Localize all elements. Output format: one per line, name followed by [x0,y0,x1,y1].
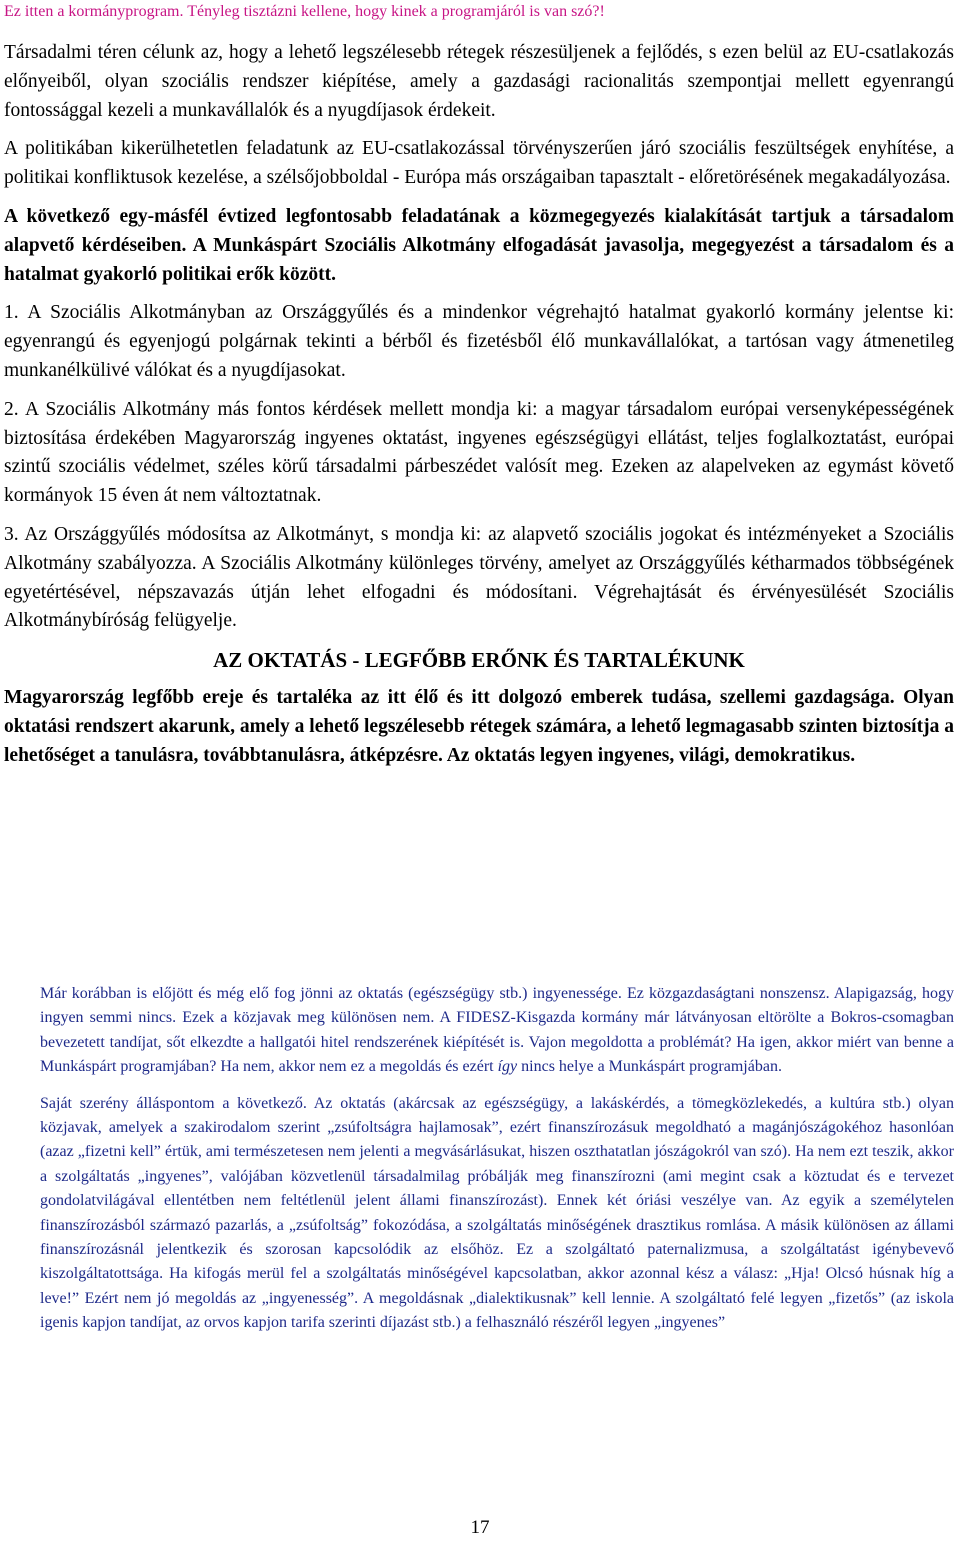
paragraph-social-goals: Társadalmi téren célunk az, hogy a lehető legszélesebb rétegek részesüljenek a fejlődés, s ezen belül az EU-csatlakozás előnyeiből, olyan szociális rendszer kiépítése, amely a gazdasági racionalitás szempontjai mellett egyenrangú fontossággal kezeli a munkavállalók és a nyugdíjasok érdekeit. [4,42,954,121]
top-annotation-comment: Ez itten a kormányprogram. Tényleg tisztázni kellene, hogy kinek a programjáról is van szó?! [4,3,605,20]
commentary-text: Már korábban is előjött és még elő fog jönni az oktatás (egészségügy stb.) ingyenessége. Ez közgazdaságtani nonszensz. Alapigazság, hogy ingyen semmi nincs. Ezek a közjavak meg különösen nem. A FIDESZ-Kisgazda kormány már látványosan eltörölte a Bokros-csomagban bevezetett tandíjat, sőt elkezdte a hallgatói hitel rendszerének kiépítését is. Vajon megoldotta a problémát? Ha igen, akkor miért van benne a Munkáspárt programjában? Ha nem, akkor nem ez a megoldás és ezért [40,985,954,1076]
commentary-emphasis: így [497,1058,518,1076]
paragraph-point-2: 2. A Szociális Alkotmány más fontos kérdések mellett mondja ki: a magyar társadalom európai versenyképességének biztosítása érdekében Magyarország ingyenes oktatást, ingyenes egészségügyi ellátást, teljes foglalkoztatást, európai szintű szociális védelmet, széles körű társadalmi párbeszédet valósít meg. Ezeken az alapelveken az egymást követő kormányok 15 éven át nem változtatnak. [4,398,954,507]
paragraph-consensus-bold: A következő egy-másfél évtized legfontosabb feladatának a közmegegyezés kialakítását tartjuk a társadalom alapvető kérdéseiben. A Munkáspárt Szociális Alkotmány elfogadását javasolja, megegyezést a társadalom és a hatalmat gyakorló politikai erők között. [4,205,954,285]
commentary-text: nincs helye a Munkáspárt programjában. [517,1058,782,1076]
paragraph-point-3: 3. Az Országgyűlés módosítsa az Alkotmányt, s mondja ki: az alapvető szociális jogokat és intézményeket a Szociális Alkotmány szabályozza. A Szociális Alkotmány különleges törvény, amelyet az Országgyűlés kétharmados többségének egyetértésével, népszavazás útján lehet elfogadni és módosítani. Végrehajtását és érvényesülését Szociális Alkotmánybíróság felügyelje. [4,523,954,632]
section-heading: AZ OKTATÁS - LEGFŐBB ERŐNK ÉS TARTALÉKUNK [213,648,745,673]
paragraph-education-bold: Magyarország legfőbb ereje és tartaléka az itt élő és itt dolgozó emberek tudása, szellemi gazdagsága. Olyan oktatási rendszert akarunk, amely a lehető legszélesebb rétegek számára, a lehető legmagasabb szinten biztosítja a lehetőséget a tanulásra, továbbtanulásra, átképzésre. Az oktatás legyen ingyenes, világi, demokratikus. [4,687,954,766]
paragraph-political-tasks: A politikában kikerülhetetlen feladatunk az EU-csatlakozással törvényszerűen járó szociális feszültségek enyhítése, a politikai konfliktusok kezelése, a szélsőjobboldal - Európa más országaiban tapasztalt - előretörésének megakadályozása. [4,138,954,189]
main-text-block [4,39,954,771]
commentary-paragraph-2: Saját szerény álláspontom a következő. Az oktatás (akárcsak az egészségügy, a lakáskérdés, a tömegközlekedés, a kultúra stb.) olyan közjavak, amelyek a szakirodalom szerint „zsúfoltságra hajlamosak”, ezért finanszírozásuk megoldható a magánjószágokéhoz hasonlóan (azaz „fizetni kell” értük, ami természetesen nem jelenti a megvásárlásukat, hiszen oszthatatlan jószágokról van szó). Ha nem ezt teszik, akkor a szolgáltatás „ingyenes”, valójában közvetlenül társadalmilag próbálják meg finanszírozni (ami megint csak a köztudat és e tervezet gondolatvilágával ellentétben nem feltétlenül jelent állami finanszírozást). Ennek két óriási veszélye van. Az egyik a személytelen finanszírozásból származó pazarlás, a „zsúfoltság” fokozódása, a szolgáltatás minőségének drasztikus romlása. A másik különösen az állami finanszírozásnál jelentkezik és szorosan kapcsolódik az elsőhöz. Ez a szolgáltató paternalizmusa, a szolgáltatást igénybevevő kiszolgáltatottsága. Ha kifogás merül fel a szolgáltatás minőségével kapcsolatban, akkor azonnal kész a válasz: „Hja! Olcsó húsnak híg a leve!” Ezért nem jó megoldás az „ingyenesség”. A megoldásnak „dialektikusnak” kell lennie. A szolgáltató felé legyen „fizetős” (az iskola igenis kapjon tandíjat, az orvos kapjon tarifa szerinti díjazást stb.) a felhasználó részéről legyen „ingyenes” [40,1094,954,1332]
commentary-paragraph-1 [40,982,954,1080]
page-number: 17 [470,1517,490,1538]
paragraph-point-1: 1. A Szociális Alkotmányban az Országgyűlés és a mindenkor végrehajtó hatalmat gyakorló kormány jelentse ki: egyenrangú és egyenjogú polgárnak tekinti a bérből és fizetésből élő munkavállalókat, a tartósan vagy átmenetileg munkanélkülivé válókat és a nyugdíjasokat. [4,302,954,381]
commentary-block [40,982,954,1336]
